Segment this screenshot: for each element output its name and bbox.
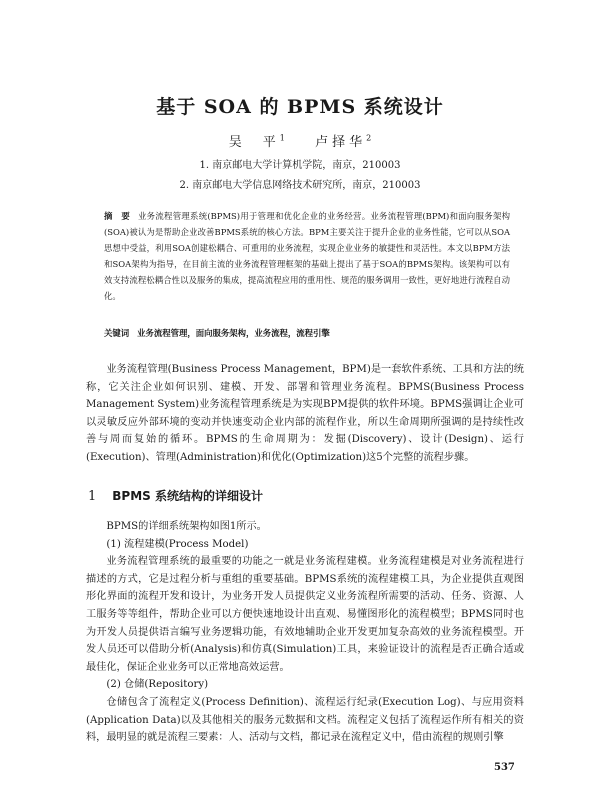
author-affiliation-mark: 2	[366, 133, 372, 143]
page-number: 537	[494, 762, 515, 773]
subsection-heading: (2) 仓储(Repository)	[106, 679, 209, 691]
subsection-heading: (1) 流程建模(Process Model)	[106, 538, 249, 550]
abstract	[104, 208, 510, 304]
intro-paragraph: 业务流程管理(Business Process Management，BPM)是一套软件系统、工具和方法的统称，它关注企业如何识别、建模、开发、部署和管理业务流程。BPMS(Business Process Management System)业务流程管理系统是为实现BPM提供的软件环境。BPMS强调让企业可以灵敏反应外部环境的变动并快速变动企业内部的流程作业，所以生命周期所强调的是持续性改善与周而复始的循环。BPMS的生命周期为：发掘(Discovery)、设计(Design)、运行(Execution)、管理(Administration)和优化(Optimization)这5个完整的流程步骤。	[86, 364, 524, 463]
section-lead: BPMS的详细系统架构如图1所示。	[106, 521, 267, 532]
paper-title: 基于 SOA 的 BPMS 系统设计	[156, 96, 444, 118]
abstract-label: 摘 要	[104, 211, 131, 221]
author-name: 卢择华	[315, 135, 367, 150]
author-name: 吴 平	[228, 135, 280, 150]
abstract-text: 业务流程管理系统(BPMS)用于管理和优化企业的业务经营。业务流程管理(BPM)和面向服务架构(SOA)被认为是帮助企业改善BPMS系统的核心方法。BPM主要关注于提升企业的业务性能，它可以从SOA思想中受益，利用SOA创建松耦合、可重用的业务流程，实现企业业务的敏捷性和灵活性。本文以BPM方法和SOA架构为指导，在目前主流的业务流程管理框架的基础上提出了基于SOA的BPMS架构。该架构可以有效支持流程松耦合性以及服务的集成，提高流程应用的重用性、规范的服务调用一致性，更好地进行流程自动化。	[104, 211, 510, 301]
section-number: 1	[88, 489, 97, 504]
section-body	[86, 518, 524, 747]
paragraph: 仓储包含了流程定义(Process Definition)、流程运行纪录(Execution Log)、与应用资料(Application Data)以及其他相关的服务元数据和文档。流程定义包括了流程运作所有相关的资料，最明显的就是流程三要素：人、活动与文档，都记录在流程定义中，借由流程的规则引擎	[86, 696, 524, 744]
author-list	[0, 131, 600, 150]
affiliation: 1. 南京邮电大学计算机学院，南京，210003	[199, 160, 401, 171]
keywords	[104, 325, 510, 341]
section-title: BPMS 系统结构的详细设计	[112, 489, 263, 503]
keywords-text: 业务流程管理，面向服务架构，业务流程，流程引擎	[137, 328, 330, 338]
author-affiliation-mark: 1	[279, 133, 285, 143]
keywords-label: 关键词	[104, 328, 130, 338]
affiliation: 2. 南京邮电大学信息网络技术研究所，南京，210003	[179, 180, 421, 191]
section-heading	[88, 487, 263, 504]
paragraph: 业务流程管理系统的最重要的功能之一就是业务流程建模。业务流程建模是对业务流程进行描述的方式，它是过程分析与重组的重要基础。BPMS系统的流程建模工具，为企业提供直观图形化界面的流程开发和设计，为业务开发人员提供定义业务流程所需要的活动、任务、资源、人工服务等等组件，帮助企业可以方便快速地设计出直观、易懂图形化的流程模型；BPMS同时也为开发人员提供语言编写业务逻辑功能，有效地辅助企业开发更加复杂高效的业务流程模型。开发人员还可以借助分析(Analysis)和仿真(Simulation)工具，来验证设计的流程是否正确合适或最佳化，保证企业业务可以正常地高效运营。	[86, 556, 524, 673]
